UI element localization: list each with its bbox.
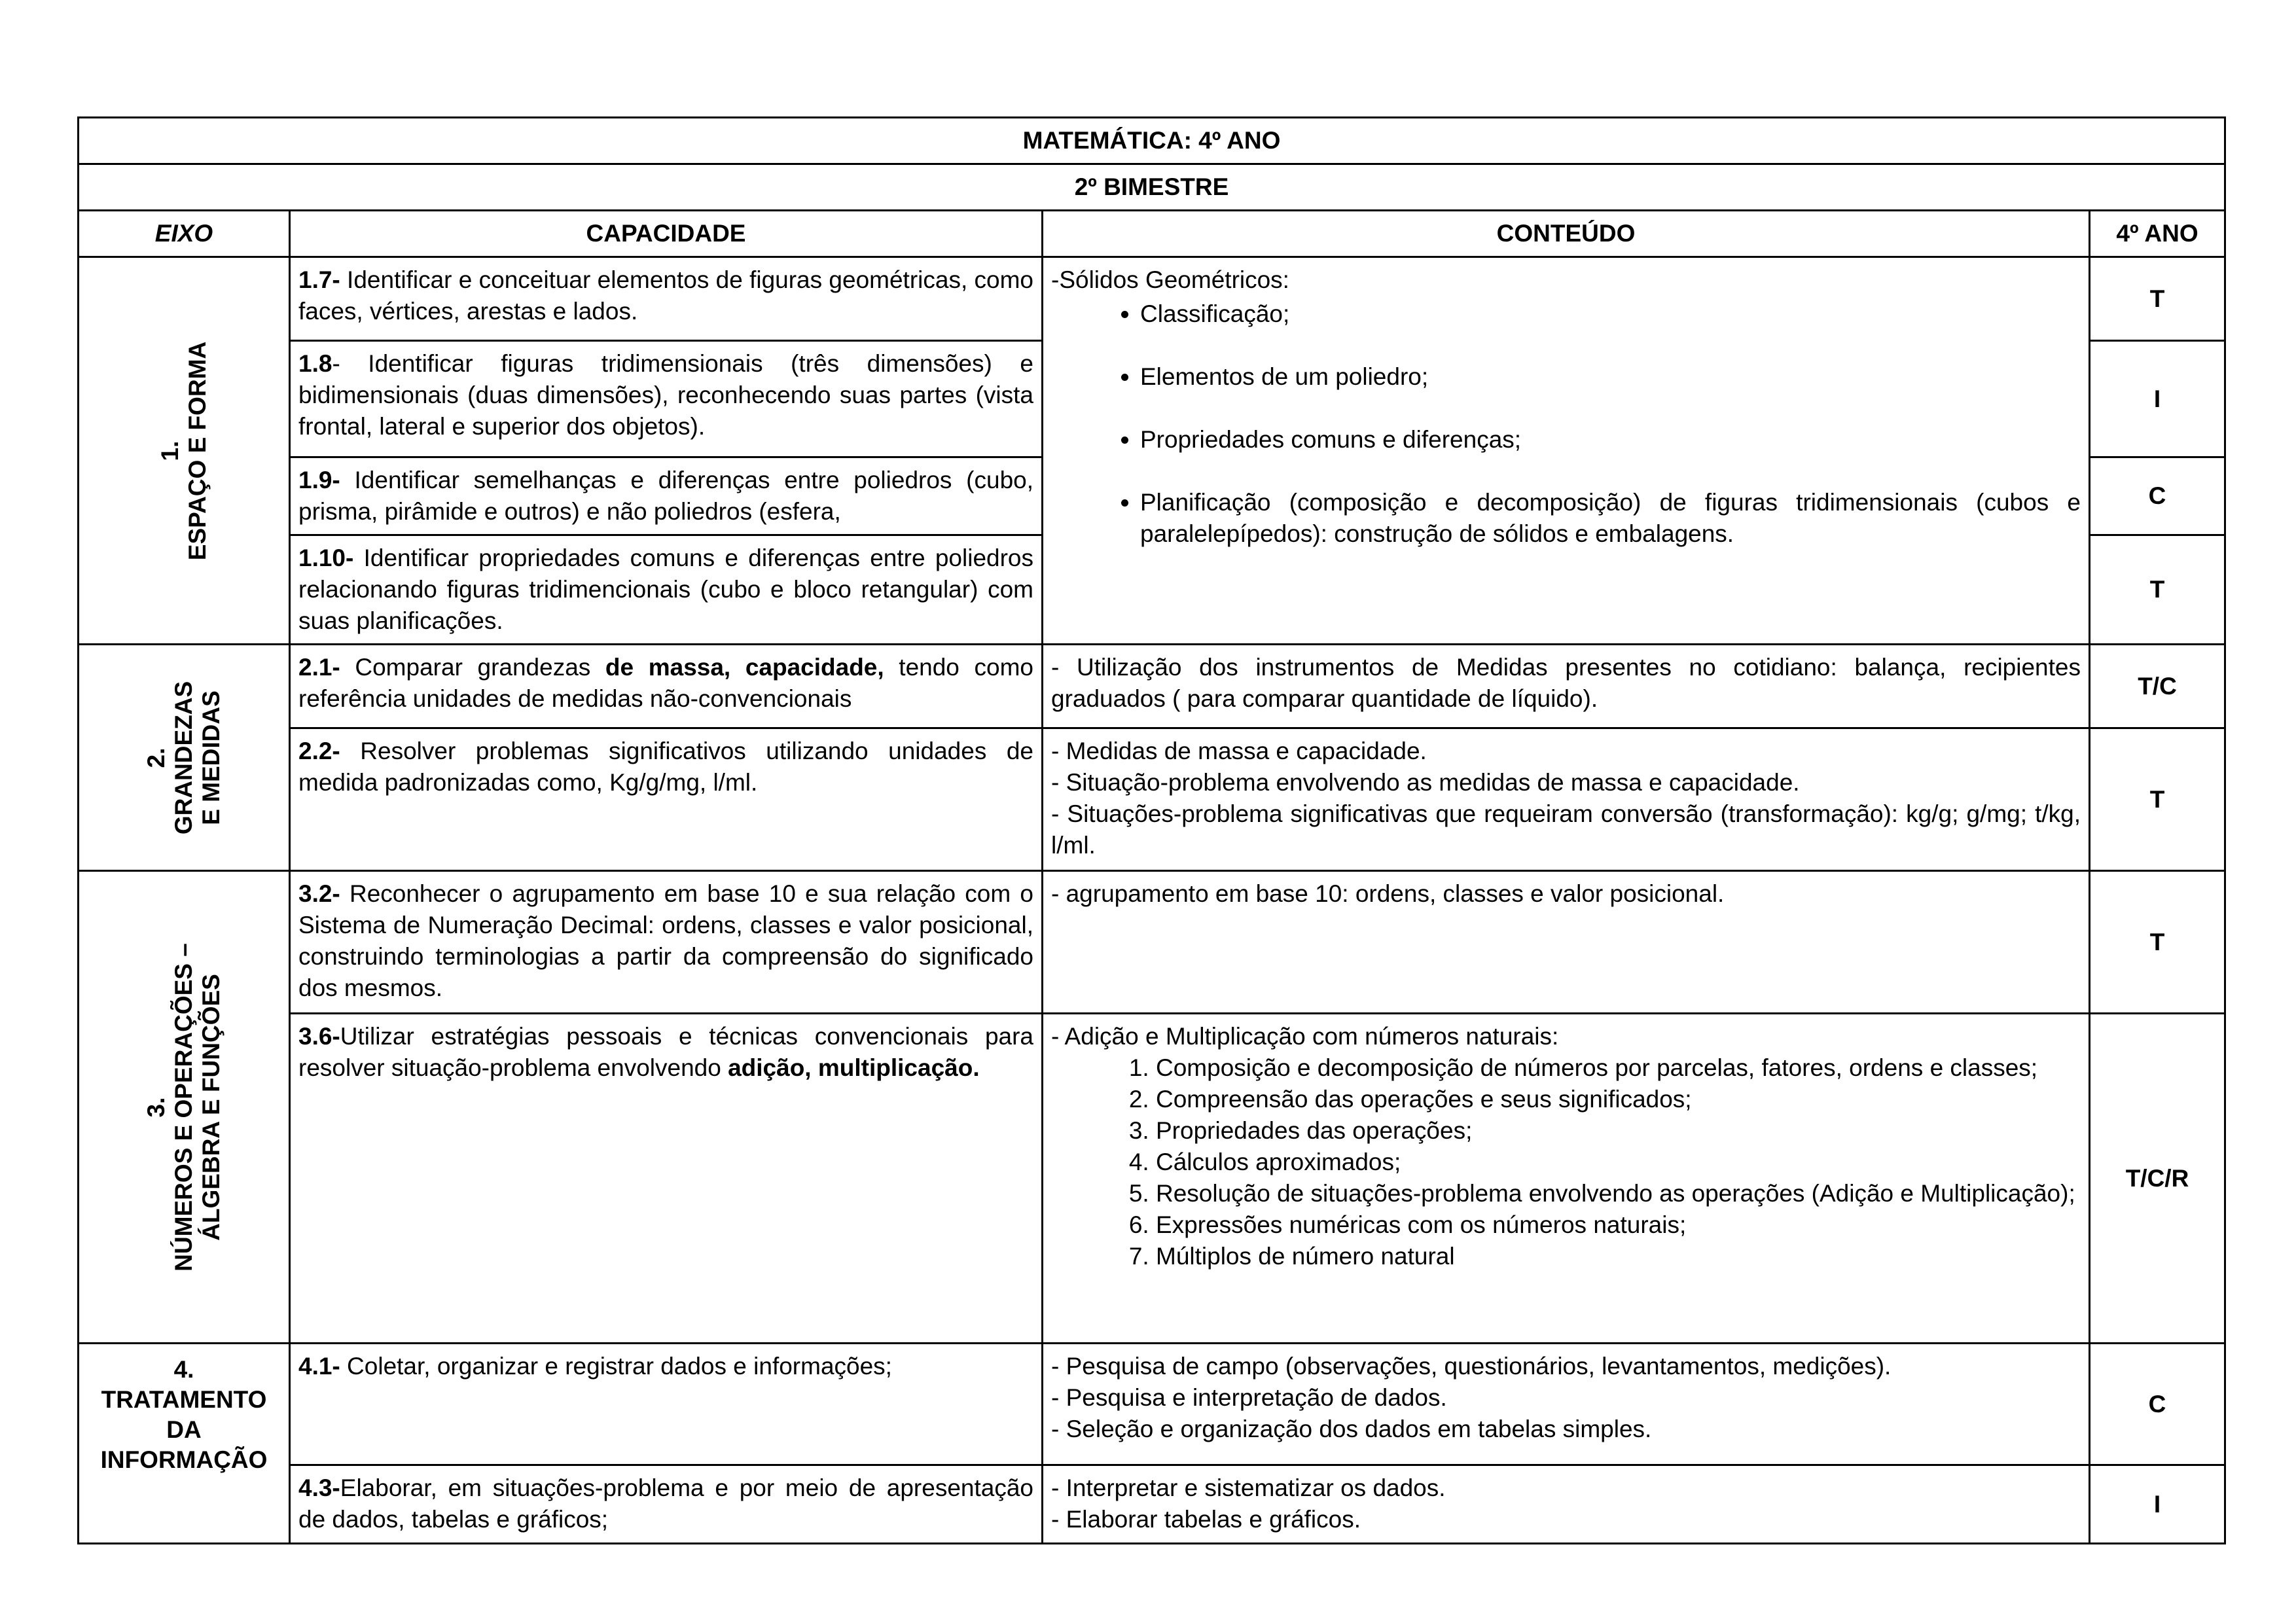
list-item: 3. Propriedades das operações; bbox=[1156, 1115, 2081, 1147]
list-item: 1. Composição e decomposição de números por parcelas, fatores, ordens e classes; bbox=[1156, 1052, 2081, 1084]
capacity-3-6: 3.6-Utilizar estratégias pessoais e técnicas convencionais para resolver situação-problema envolvendo adição, multiplicação. bbox=[290, 1014, 1043, 1344]
list-item: - Situações-problema significativas que requeiram conversão (transformação): kg/g; g/mg; t/kg, l/ml. bbox=[1051, 800, 2081, 859]
content-solidos-intro: -Sólidos Geométricos: bbox=[1051, 266, 1289, 293]
list-item: • Classificação; bbox=[1140, 298, 2081, 330]
level-4-1: C bbox=[2090, 1344, 2225, 1465]
axis-4-num: 4. bbox=[173, 1356, 194, 1383]
table-row bbox=[79, 257, 2225, 341]
capacity-1-10: 1.10- Identificar propriedades comuns e diferenças entre poliedros relacionando figuras tridimencionais (cubo e bloco retangular) com suas planificações. bbox=[290, 535, 1043, 645]
level-1-10: T bbox=[2090, 535, 2225, 645]
axis-4-line3: INFORMAÇÃO bbox=[100, 1446, 268, 1473]
header-conteudo: CONTEÚDO bbox=[1043, 211, 2090, 257]
list-item: 2. Compreensão das operações e seus significados; bbox=[1156, 1084, 2081, 1115]
axis-4-line2: DA bbox=[166, 1416, 202, 1443]
content-3-6 bbox=[1043, 1014, 2090, 1344]
table-subtitle: 2º BIMESTRE bbox=[79, 164, 2225, 211]
table-row bbox=[79, 1344, 2225, 1465]
table-row bbox=[79, 1014, 2225, 1344]
level-1-8: I bbox=[2090, 341, 2225, 457]
axis-4-cell bbox=[79, 1344, 290, 1544]
list-item: 6. Expressões numéricas com os números naturais; bbox=[1156, 1209, 2081, 1241]
table-row bbox=[79, 728, 2225, 871]
level-3-6: T/C/R bbox=[2090, 1014, 2225, 1344]
capacity-1-8: 1.8- Identificar figuras tridimensionais (três dimensões) e bidimensionais (duas dimensões), reconhecendo suas partes (vista frontal, lateral e superior dos objetos). bbox=[290, 341, 1043, 457]
list-item: - Pesquisa de campo (observações, questionários, levantamentos, medições). bbox=[1051, 1353, 1892, 1380]
level-3-2: T bbox=[2090, 871, 2225, 1014]
content-4-1 bbox=[1043, 1344, 2090, 1465]
header-capacidade: CAPACIDADE bbox=[290, 211, 1043, 257]
list-item: 7. Múltiplos de número natural bbox=[1156, 1241, 2081, 1272]
list-item: 5. Resolução de situações-problema envolvendo as operações (Adição e Multiplicação); bbox=[1156, 1178, 2081, 1209]
content-solidos-list bbox=[1051, 298, 2081, 550]
level-2-2: T bbox=[2090, 728, 2225, 871]
axis-3-cell bbox=[79, 871, 290, 1344]
content-3-6-list bbox=[1051, 1052, 2081, 1272]
axis-2-label: 2. GRANDEZAS E MEDIDAS bbox=[143, 681, 224, 834]
capacity-2-2: 2.2- Resolver problemas significativos utilizando unidades de medida padronizadas como, Kg/g/mg, l/ml. bbox=[290, 728, 1043, 871]
list-item: - Seleção e organização dos dados em tabelas simples. bbox=[1051, 1416, 1652, 1442]
header-eixo: EIXO bbox=[79, 211, 290, 257]
content-3-2: - agrupamento em base 10: ordens, classes e valor posicional. bbox=[1043, 871, 2090, 1014]
axis-2-cell bbox=[79, 645, 290, 871]
table-title: MATEMÁTICA: 4º ANO bbox=[79, 118, 2225, 164]
curriculum-table bbox=[77, 116, 2226, 1544]
list-item: - Elaborar tabelas e gráficos. bbox=[1051, 1506, 1361, 1533]
capacity-2-1: 2.1- Comparar grandezas de massa, capacidade, tendo como referência unidades de medidas não-convencionais bbox=[290, 645, 1043, 728]
content-solidos bbox=[1043, 257, 2090, 645]
list-item: 4. Cálculos aproximados; bbox=[1156, 1147, 2081, 1178]
capacity-3-2: 3.2- Reconhecer o agrupamento em base 10 e sua relação com o Sistema de Numeração Decimal: ordens, classes e valor posicional, construindo terminologias a partir da compreensão do significado dos mesmos. bbox=[290, 871, 1043, 1014]
axis-1-cell bbox=[79, 257, 290, 645]
table-row bbox=[79, 645, 2225, 728]
list-item: • Propriedades comuns e diferenças; bbox=[1140, 424, 2081, 455]
level-4-3: I bbox=[2090, 1465, 2225, 1544]
list-item: • Elementos de um poliedro; bbox=[1140, 361, 2081, 393]
content-4-3 bbox=[1043, 1465, 2090, 1544]
capacity-4-3: 4.3-Elaborar, em situações-problema e por meio de apresentação de dados, tabelas e gráficos; bbox=[290, 1465, 1043, 1544]
list-item: - Situação-problema envolvendo as medidas de massa e capacidade. bbox=[1051, 769, 1800, 796]
capacity-1-7: 1.7- Identificar e conceituar elementos de figuras geométricas, como faces, vértices, arestas e lados. bbox=[290, 257, 1043, 341]
axis-4-line1: TRATAMENTO bbox=[101, 1386, 267, 1413]
content-2-2 bbox=[1043, 728, 2090, 871]
level-1-7: T bbox=[2090, 257, 2225, 341]
table-row bbox=[79, 871, 2225, 1014]
list-item: - Interpretar e sistematizar os dados. bbox=[1051, 1474, 1446, 1501]
content-3-6-intro: - Adição e Multiplicação com números naturais: bbox=[1051, 1023, 1559, 1050]
header-ano: 4º ANO bbox=[2090, 211, 2225, 257]
capacity-4-1: 4.1- Coletar, organizar e registrar dados e informações; bbox=[290, 1344, 1043, 1465]
list-item: - Medidas de massa e capacidade. bbox=[1051, 738, 1427, 764]
level-1-9: C bbox=[2090, 457, 2225, 535]
subtitle-row bbox=[79, 164, 2225, 211]
title-row bbox=[79, 118, 2225, 164]
capacity-1-9: 1.9- Identificar semelhanças e diferenças entre poliedros (cubo, prisma, pirâmide e outros) e não poliedros (esfera, bbox=[290, 457, 1043, 535]
column-header-row bbox=[79, 211, 2225, 257]
list-item: • Planificação (composição e decomposição) de figuras tridimensionais (cubos e paralelepípedos): construção de sólidos e embalagens. bbox=[1140, 487, 2081, 550]
axis-1-label: 1. ESPAÇO E FORMA bbox=[156, 341, 211, 560]
axis-3-label: 3. NÚMEROS E OPERAÇÕES – ÁLGEBRA E FUNÇÕES bbox=[143, 942, 224, 1272]
table-row bbox=[79, 1465, 2225, 1544]
level-2-1: T/C bbox=[2090, 645, 2225, 728]
list-item: - Pesquisa e interpretação de dados. bbox=[1051, 1384, 1447, 1411]
content-2-1: - Utilização dos instrumentos de Medidas presentes no cotidiano: balança, recipientes graduados ( para comparar quantidade de líquido). bbox=[1043, 645, 2090, 728]
